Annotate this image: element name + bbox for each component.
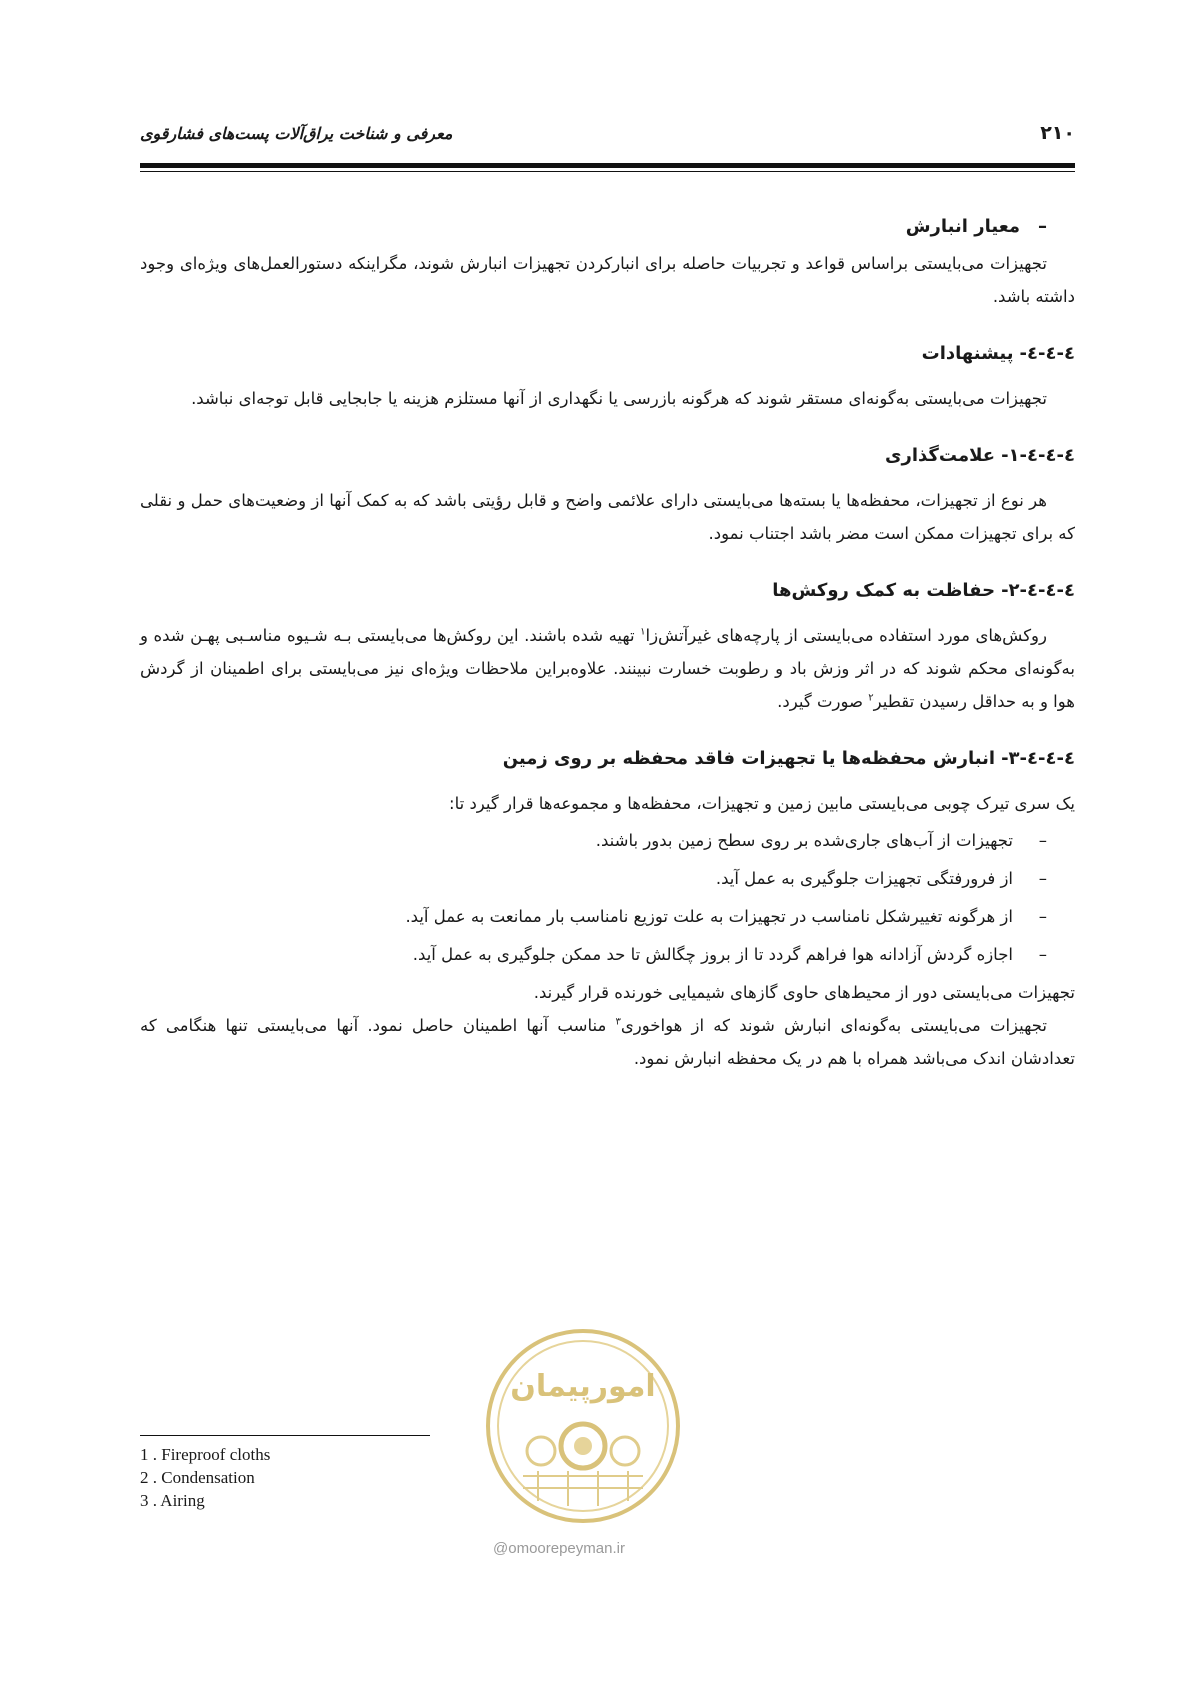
footnote-2: 2 . Condensation <box>140 1468 255 1487</box>
watermark-logo-text: امورپیمان <box>510 1369 656 1404</box>
watermark-url: @omoorepeyman.ir <box>493 1540 625 1557</box>
footnote-ref-3: ۳ <box>615 1016 621 1028</box>
ground-list <box>140 822 1075 974</box>
watermark-logo <box>483 1326 683 1526</box>
paragraph-ground-airing: تجهیزات می‌بایستی به‌گونه‌ای انبارش شوند که از هواخوری$^۳$ مناسب آنها اطمینان حاصل نمود. آنها می‌بایستی تنها هنگامی که تعدادشان اندک می‌باشد همراه با هم در یک محفظه انبارش نمود. <box>140 1016 1075 1068</box>
header-rule-thin <box>140 171 1075 172</box>
footnotes <box>140 1443 270 1512</box>
footnote-rule <box>140 1435 430 1436</box>
section-heading-criteria: –معیار انبارش <box>905 216 1047 237</box>
list-item: –تجهیزات از آب‌های جاری‌شده بر روی سطح زمین بدور باشند. <box>595 831 1047 850</box>
footnote-3: 3 . Airing <box>140 1491 205 1510</box>
header-rule <box>140 163 1075 168</box>
paragraph-ground-intro: یک سری تیرک چوبی می‌بایستی مابین زمین و تجهیزات، محفظه‌ها و مجموعه‌ها قرار گیرد تا: <box>449 794 1075 813</box>
list-item: –از هرگونه تغییرشکل نامناسب در تجهیزات به علت توزیع نامناسب بار ممانعت به عمل آید. <box>405 907 1047 926</box>
footnote-1: 1 . Fireproof cloths <box>140 1445 271 1464</box>
running-title: معرفی و شناخت یراق‌آلات پست‌های فشارقوی <box>140 124 453 143</box>
watermark-seal-icon <box>483 1326 683 1526</box>
paragraph-criteria: تجهیزات می‌بایستی براساس قواعد و تجربیات حاصله برای انبارکردن تجهیزات انبارش شوند، مگراینکه دستورالعمل‌های ویژه‌ای وجود داشته باشد. <box>140 254 1075 306</box>
section-heading-suggestions: ٤-٤-٤-پیشنهادات <box>921 343 1075 364</box>
footnote-ref-1: ۱ <box>640 626 646 638</box>
list-item: –اجازه گردش آزادانه هوا فراهم گردد تا از بروز چگالش تا حد ممکن جلوگیری به عمل آید. <box>412 945 1047 964</box>
section-heading-covers: ٤-٤-٤-٢-حفاظت به کمک روکش‌ها <box>772 580 1075 601</box>
paragraph-suggestions: تجهیزات می‌بایستی به‌گونه‌ای مستقر شوند که هرگونه بازرسی یا نگهداری از آنها مستلزم هزینه یا جابجایی قابل توجه‌ای نباشد. <box>191 389 1047 408</box>
paragraph-covers: روکش‌های مورد استفاده می‌بایستی از پارچه‌های غیرآتش‌زا$^۱$ تهیه شده باشند. این روکش‌ها می‌بایستی بـه شـیوه مناسـبی پهـن شده و به‌گونه‌ای محکم شوند که در اثر وزش باد و رطوبت خسارت نبینند. علاوه‌براین ملاحظات ویژه‌ای نیز می‌بایستی برای اطمینان از گردش هوا و به حداقل رسیدن تقطیر$^۲$ صورت گیرد. <box>140 626 1075 711</box>
page-header <box>140 122 1075 152</box>
section-heading-marking: ٤-٤-٤-١-علامت‌گذاری <box>885 445 1075 466</box>
section-heading-ground: ٤-٤-٤-٣-انبارش محفظه‌ها یا تجهیزات فاقد محفظه بر روی زمین <box>502 748 1075 769</box>
page-number: ۲۱۰ <box>1040 122 1075 144</box>
list-item: –از فرورفتگی تجهیزات جلوگیری به عمل آید. <box>715 869 1047 888</box>
paragraph-marking: هر نوع از تجهیزات، محفظه‌ها یا بسته‌ها می‌بایستی دارای علائمی واضح و قابل رؤیتی باشد که به کمک آنها از وضعیت‌های حمل و نقلی که برای تجهیزات ممکن است مضر باشد اجتناب نمود. <box>140 491 1075 543</box>
footnote-ref-2: ۲ <box>868 692 874 704</box>
body-content <box>140 210 1075 1075</box>
paragraph-ground-corrosive: تجهیزات می‌بایستی دور از محیط‌های حاوی گازهای شیمیایی خورنده قرار گیرند. <box>533 983 1075 1002</box>
